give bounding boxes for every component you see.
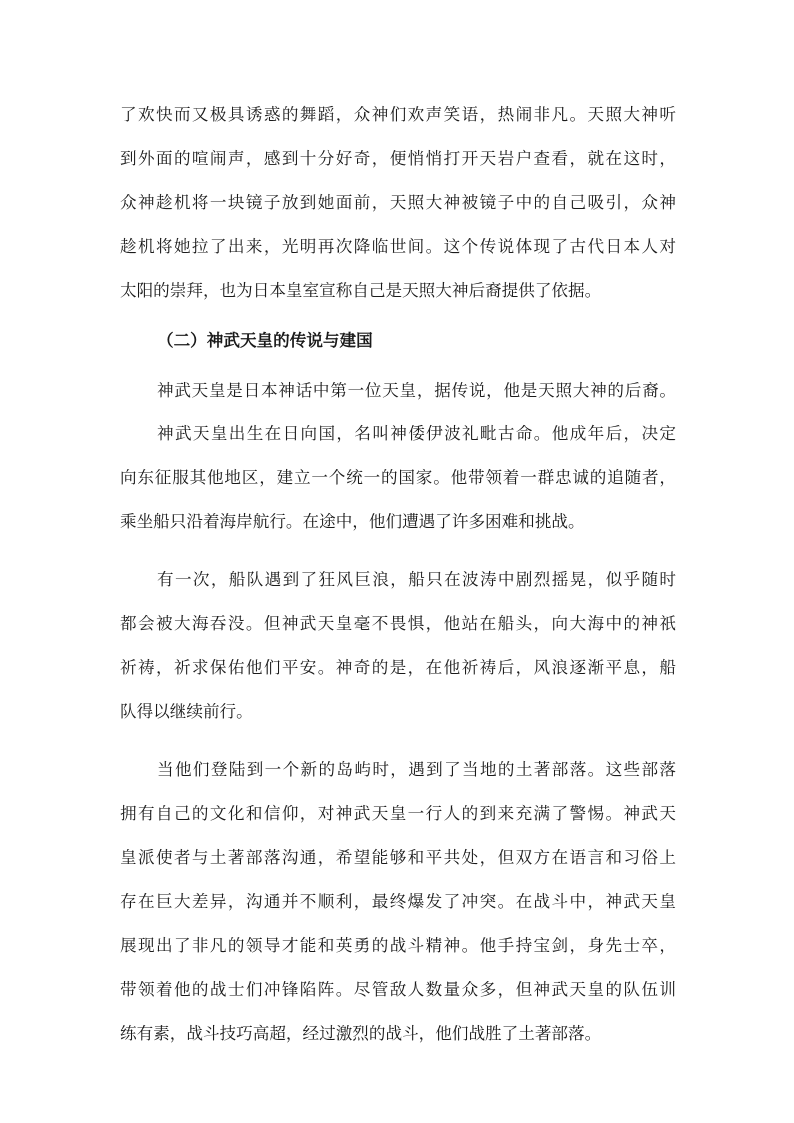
paragraph-line: 队得以继续前行。 [120, 702, 253, 721]
paragraph-line: 当他们登陆到一个新的岛屿时，遇到了当地的土著部落。这些部落 [157, 760, 676, 779]
paragraph-line: 祈祷，祈求保佑他们平安。神奇的是，在他祈祷后，风浪逐渐平息，船 [120, 658, 676, 677]
paragraph-line: 到外面的喧闹声，感到十分好奇，便悄悄打开天岩户查看，就在这时， [120, 149, 676, 168]
paragraph-line: 存在巨大差异，沟通并不顺利，最终爆发了冲突。在战斗中，神武天皇 [120, 892, 676, 911]
paragraph-line: 了欢快而又极具诱惑的舞蹈，众神们欢声笑语，热闹非凡。天照大神听 [120, 105, 676, 124]
paragraph-line: 带领着他的战士们冲锋陷阵。尽管敌人数量众多，但神武天皇的队伍训 [120, 980, 676, 999]
paragraph-line: 太阳的崇拜，也为日本皇室宣称自己是天照大神后裔提供了依据。 [120, 281, 602, 300]
paragraph-line: 乘坐船只沿着海岸航行。在途中，他们遭遇了许多困难和挑战。 [120, 512, 585, 531]
paragraph-line: 都会被大海吞没。但神武天皇毫不畏惧，他站在船头，向大海中的神祇 [120, 614, 676, 633]
paragraph-line: 神武天皇是日本神话中第一位天皇，据传说，他是天照大神的后裔。 [157, 381, 676, 400]
section-heading: （二）神武天皇的传说与建国 [157, 331, 373, 350]
paragraph-line: 皇派使者与土著部落沟通，希望能够和平共处，但双方在语言和习俗上 [120, 848, 676, 867]
paragraph-line: 向东征服其他地区，建立一个统一的国家。他带领着一群忠诚的追随者， [120, 468, 676, 487]
paragraph-line: 众神趁机将一块镜子放到她面前，天照大神被镜子中的自己吸引，众神 [120, 193, 676, 212]
paragraph-line: 展现出了非凡的领导才能和英勇的战斗精神。他手持宝剑，身先士卒， [120, 936, 676, 955]
paragraph-line: 神武天皇出生在日向国，名叫神倭伊波礼毗古命。他成年后，决定 [157, 424, 676, 443]
paragraph-line: 趁机将她拉了出来，光明再次降临世间。这个传说体现了古代日本人对 [120, 237, 676, 256]
paragraph-line: 有一次，船队遇到了狂风巨浪，船只在波涛中剧烈摇晃，似乎随时 [157, 570, 676, 589]
paragraph-line: 拥有自己的文化和信仰，对神武天皇一行人的到来充满了警惕。神武天 [120, 804, 676, 823]
paragraph-line: 练有素，战斗技巧高超，经过激烈的战斗，他们战胜了土著部落。 [120, 1024, 602, 1043]
